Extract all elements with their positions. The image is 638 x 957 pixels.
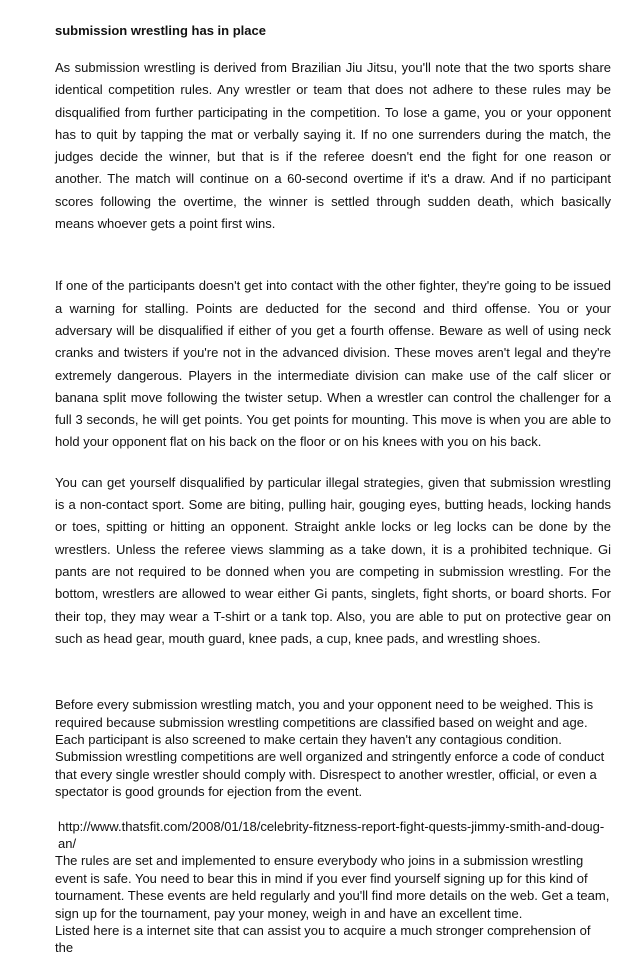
text-line: event is safe. You need to bear this in mind if you ever find yourself signing up for this kind of	[55, 870, 588, 886]
spacer	[55, 235, 611, 275]
paragraph-1: As submission wrestling is derived from Brazilian Jiu Jitsu, you'll note that the two sports share identical competition rules. Any wrestler or team that does not adhere to these rules may be disqualified from further participating in the competition. To lose a game, you or your opponent has to quit by tapping the mat or verbally saying it. If no one surrenders during the match, the judges decide the winner, but that is if the referee doesn't end the fight for one reason or another. The match will continue on a 60-second overtime if it's a draw. And if no participant scores following the overtime, the winner is settled through sudden death, which basically means whoever gets a point first wins.	[55, 60, 611, 232]
text-line: that every single wrestler should comply with. Disrespect to another wrestler, official, or even a	[55, 766, 597, 782]
paragraph-4	[55, 696, 611, 800]
text-line: Submission wrestling competitions are well organized and stringently enforce a code of conduct	[55, 749, 605, 765]
document-page	[55, 22, 611, 957]
text-line: spectator is good grounds for ejection from the event.	[55, 784, 363, 800]
spacer	[55, 650, 611, 696]
text-line: tournament. These events are held regularly and you'll find more details on the web. Get a team,	[55, 888, 610, 904]
paragraph-5	[55, 852, 611, 956]
text-line: Each participant is also screened to make certain they haven't any contagious condition.	[55, 731, 562, 747]
text-line: Before every submission wrestling match, you and your opponent need to be weighed. This is	[55, 697, 594, 713]
paragraph-3: You can get yourself disqualified by particular illegal strategies, given that submission wrestling is a non-contact sport. Some are biting, pulling hair, gouging eyes, butting heads, locking hands or toes, spitting or hitting an opponent. Straight ankle locks or leg locks can be done by the wrestlers. Unless the referee views slamming as a take down, it is a prohibited technique. Gi pants are not required to be donned when you are competing in submission wrestling. For the bottom, wrestlers are allowed to wear either Gi pants, singlets, fight shorts, or board shorts. For their top, they may wear a T-shirt or a tank top. Also, you are able to put on protective gear on such as head gear, mouth guard, knee pads, a cup, knee pads, and wrestling shoes.	[55, 474, 611, 646]
spacer	[55, 454, 611, 472]
paragraph-2: If one of the participants doesn't get into contact with the other fighter, they're going to be issued a warning for stalling. Points are deducted for the second and third offense. You or your adversary will be disqualified if either of you get a fourth offense. Beware as well of using neck cranks and twisters if you're not in the advanced division. These moves aren't legal and they're extremely dangerous. Players in the intermediate division can make use of the calf slicer or banana split move following the twister setup. When a wrestler can control the challenger for a full 3 seconds, he will get points. You get points for mounting. This move is when you are able to hold your opponent flat on his back on the floor or on his knees with you on his back.	[55, 278, 611, 450]
spacer	[55, 801, 611, 818]
text-line: required because submission wrestling competitions are classified based on weight and age.	[55, 714, 588, 730]
document-title: submission wrestling has in place	[55, 23, 266, 38]
text-line: Listed here is a internet site that can assist you to acquire a much stronger comprehension of the	[55, 923, 591, 956]
source-url: http://www.thatsfit.com/2008/01/18/celebrity-fitzness-report-fight-quests-jimmy-smith-and-doug-an/	[58, 818, 605, 851]
text-line: sign up for the tournament, pay your money, weigh in and have an excellent time.	[55, 905, 523, 921]
text-line: The rules are set and implemented to ensure everybody who joins in a submission wrestling	[55, 853, 584, 869]
